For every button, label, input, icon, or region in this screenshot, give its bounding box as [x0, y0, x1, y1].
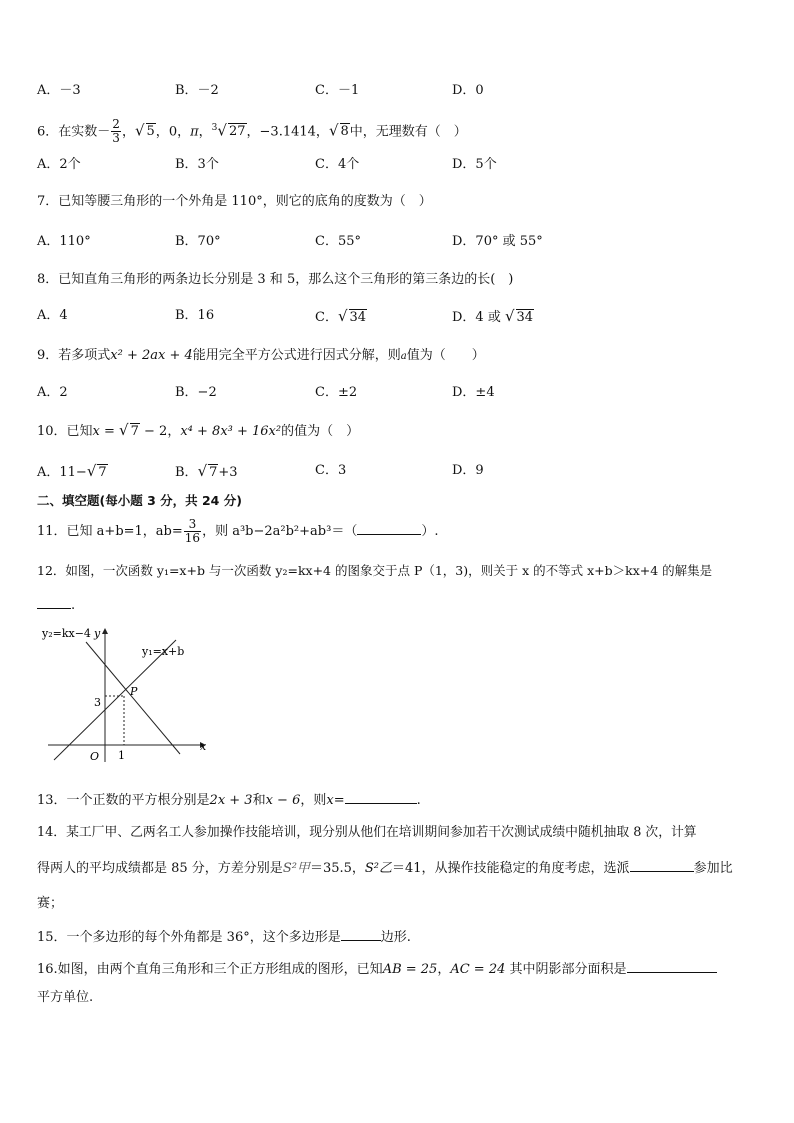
q6-minus: － — [97, 124, 111, 140]
q10-option-a[interactable] — [37, 461, 108, 483]
q10-minus-two: − 2 — [139, 424, 168, 439]
q16-mid: 其中阴影部分面积是 — [505, 962, 627, 977]
q8-option-d-label: D．4 或 — [452, 310, 505, 325]
q6-sep-5: ， — [246, 124, 260, 140]
q14-variance-jia-value: ＝35.5， — [309, 861, 365, 876]
q13-expr-b: x − 6 — [265, 793, 301, 808]
q6-option-c[interactable]: C．4个 — [315, 157, 360, 172]
q10-a-sqrt-sign: √ — [86, 462, 97, 480]
q15-prefix: 15．一个多边形的每个外角都是 36°，这个多边形是 — [37, 930, 341, 945]
section-fill-in-title: 二、填空题(每小题 3 分，共 24 分) — [37, 493, 242, 508]
label-tick-3: 3 — [94, 696, 101, 709]
q14-line2-end: 参加比 — [693, 861, 733, 876]
label-point-p: P — [130, 685, 138, 698]
q16-prefix: 16.如图，由两个直角三角形和三个正方形组成的图形，已知 — [37, 962, 383, 977]
q9-option-a[interactable]: A．2 — [37, 385, 68, 400]
q13-eq: = — [333, 793, 345, 808]
q13-mid: ，则 — [300, 793, 327, 808]
question-15 — [37, 926, 411, 948]
question-11 — [37, 518, 438, 545]
question-7: 7．已知等腰三角形的一个外角是 110°，则它的底角的度数为（ ） — [37, 194, 432, 209]
question-16 — [37, 958, 717, 980]
q10-b-radicand: 7 — [209, 465, 218, 480]
q6-negative-decimal: −3.1414 — [259, 124, 316, 140]
q5-option-c[interactable]: C．－1 — [315, 83, 360, 98]
q14-line-3: 赛； — [37, 896, 64, 911]
q6-cbrt-value: 27 — [228, 124, 246, 140]
q9-option-b[interactable]: B．−2 — [175, 385, 217, 400]
q10-sep: ， — [167, 424, 181, 439]
q9-mid: 能用完全平方公式进行因式分解，则 — [192, 348, 401, 363]
q7-option-c[interactable]: C．55° — [315, 234, 361, 249]
q6-options — [37, 155, 737, 175]
q7-option-a[interactable]: A．110° — [37, 234, 91, 249]
q9-prefix: 9．若多项式 — [37, 348, 111, 363]
q11-frac-num: 3 — [184, 518, 201, 532]
q8-option-c[interactable] — [315, 306, 367, 328]
question-10 — [37, 420, 359, 442]
q6-sqrt8-sign: √ — [328, 121, 339, 140]
q16-answer-blank[interactable] — [627, 958, 717, 973]
q6-cbrt-index: 3 — [211, 123, 218, 133]
q15-suffix: 边形. — [380, 930, 411, 945]
q10-b-sqrt-sign: √ — [197, 462, 208, 480]
q6-option-a[interactable]: A．2个 — [37, 157, 81, 172]
q10-x-eq: x = — [92, 424, 120, 439]
q11-frac-den: 16 — [184, 531, 201, 545]
y-axis-arrow — [102, 628, 108, 634]
q6-sep-3: ， — [177, 124, 191, 140]
q16-sep: ， — [437, 962, 451, 977]
q6-option-b[interactable]: B．3个 — [175, 157, 219, 172]
q10-polynomial: x⁴ + 8x³ + 16x² — [180, 424, 282, 439]
q6-sqrt-sign: √ — [134, 121, 145, 140]
q10-option-c[interactable]: C．3 — [315, 463, 347, 478]
q5-option-a[interactable]: A．－3 — [37, 83, 81, 98]
label-origin: O — [90, 750, 100, 763]
q9-option-d[interactable]: D．±4 — [452, 385, 495, 400]
q10-option-b[interactable] — [175, 461, 238, 483]
q9-option-c[interactable]: C．±2 — [315, 385, 358, 400]
q12-answer-blank[interactable] — [37, 594, 71, 609]
q11-fraction — [184, 518, 201, 545]
q10-radicand: 7 — [130, 424, 139, 439]
q6-option-d[interactable]: D．5个 — [452, 157, 497, 172]
q10-option-d[interactable]: D．9 — [452, 463, 484, 478]
q10-option-b-label: B． — [175, 465, 198, 480]
q5-options — [37, 81, 737, 101]
q7-options — [37, 232, 737, 252]
q12-end: . — [71, 598, 76, 613]
q8-d-radicand: 34 — [516, 310, 534, 325]
q8-option-c-label: C． — [315, 310, 338, 325]
q13-answer-blank[interactable] — [345, 789, 417, 804]
q9-variable: a — [400, 351, 407, 362]
q6-sqrt8: 8 — [340, 124, 349, 140]
q13-x: x — [326, 793, 334, 808]
q14-answer-blank[interactable] — [630, 857, 694, 872]
q14-line-2 — [37, 857, 733, 879]
q7-option-d[interactable]: D．70° 或 55° — [452, 234, 543, 249]
q10-suffix: 的值为（ ） — [281, 424, 360, 439]
q10-options — [37, 461, 737, 481]
q6-sep-2: ， — [155, 124, 169, 140]
q9-suffix: 值为（ ） — [406, 348, 485, 363]
q6-sep-1: ， — [121, 124, 135, 140]
q6-sep-6: ， — [315, 124, 329, 140]
q10-sqrt-sign: √ — [119, 421, 129, 439]
q10-b-plus-three: +3 — [218, 465, 238, 480]
q14-variance-yi: S²乙 — [364, 861, 393, 876]
q10-option-a-label: A．11− — [37, 465, 87, 480]
q15-answer-blank[interactable] — [341, 926, 381, 941]
q5-option-b[interactable]: B．－2 — [175, 83, 219, 98]
q8-options — [37, 306, 737, 326]
q13-prefix: 13．一个正数的平方根分别是 — [37, 793, 210, 808]
q6-pi: π — [190, 124, 199, 140]
label-y-axis: y — [94, 627, 101, 640]
q6-sqrt5: 5 — [146, 124, 155, 140]
q13-end: . — [416, 793, 421, 808]
q10-a-radicand: 7 — [98, 465, 107, 480]
q9-polynomial: x² + 2ax + 4 — [110, 348, 193, 363]
question-12: 12．如图，一次函数 y₁=x+b 与一次函数 y₂=kx+4 的图象交于点 P（1，3)，则关于 x 的不等式 x+b＞kx+4 的解集是 — [37, 563, 713, 578]
q7-option-b[interactable]: B．70° — [175, 234, 221, 249]
q11-end: ）. — [421, 524, 439, 539]
q11-answer-blank[interactable] — [357, 520, 421, 535]
q8-option-a[interactable]: A．4 — [37, 308, 68, 323]
question-9 — [37, 346, 485, 367]
q13-expr-a: 2x + 3 — [209, 793, 253, 808]
q6-suffix: 中，无理数有（ ） — [349, 124, 467, 140]
q8-d-sqrt-sign: √ — [504, 307, 515, 325]
q12-line-2 — [37, 594, 75, 616]
q14-variance-yi-value: ＝41，从操作技能稳定的角度考虑，选派 — [392, 861, 630, 876]
label-y1: y₁=x+b — [142, 645, 185, 658]
q6-zero: 0 — [168, 124, 178, 140]
q5-option-d[interactable]: D．0 — [452, 83, 484, 98]
q14-variance-jia: S²甲 — [282, 861, 310, 876]
function-graph — [38, 620, 238, 770]
q8-c-sqrt-sign: √ — [337, 307, 348, 325]
q6-fraction — [111, 118, 121, 145]
q11-prefix: 11．已知 a+b=1，ab= — [37, 524, 183, 539]
q14-line2-start: 得两人的平均成绩都是 85 分，方差分别是 — [37, 861, 283, 876]
q6-cbrt-sign: √ — [217, 121, 227, 140]
q8-option-d[interactable] — [452, 306, 534, 328]
q6-sep-4: ， — [198, 124, 212, 140]
q16-ac: AC = 24 — [450, 962, 506, 977]
q8-option-b[interactable]: B．16 — [175, 308, 215, 323]
label-x-axis: x — [200, 740, 207, 753]
q11-suffix: ，则 a³b−2a²b²+ab³＝（ — [202, 524, 358, 539]
q10-prefix: 10．已知 — [37, 424, 93, 439]
question-14: 14．某工厂甲、乙两名工人参加操作技能培训，现分别从他们在培训期间参加若干次测试成绩中随机抽取 8 次，计算 — [37, 825, 697, 840]
label-tick-1: 1 — [118, 749, 125, 762]
question-6 — [37, 116, 467, 145]
question-8: 8．已知直角三角形的两条边长分别是 3 和 5，那么这个三角形的第三条边的长( ) — [37, 272, 514, 287]
label-y2: y₂=kx−4 — [42, 627, 91, 640]
q9-options — [37, 383, 737, 403]
q6-prefix: 6．在实数 — [37, 124, 98, 140]
q6-frac-num: 2 — [112, 117, 120, 132]
question-13 — [37, 789, 421, 811]
line-y1 — [54, 640, 176, 760]
q13-and: 和 — [252, 793, 266, 808]
q8-c-radicand: 34 — [349, 310, 367, 325]
q16-ab: AB = 25 — [382, 962, 438, 977]
q6-frac-den: 3 — [112, 131, 120, 146]
q16-line-2: 平方单位. — [37, 990, 94, 1005]
